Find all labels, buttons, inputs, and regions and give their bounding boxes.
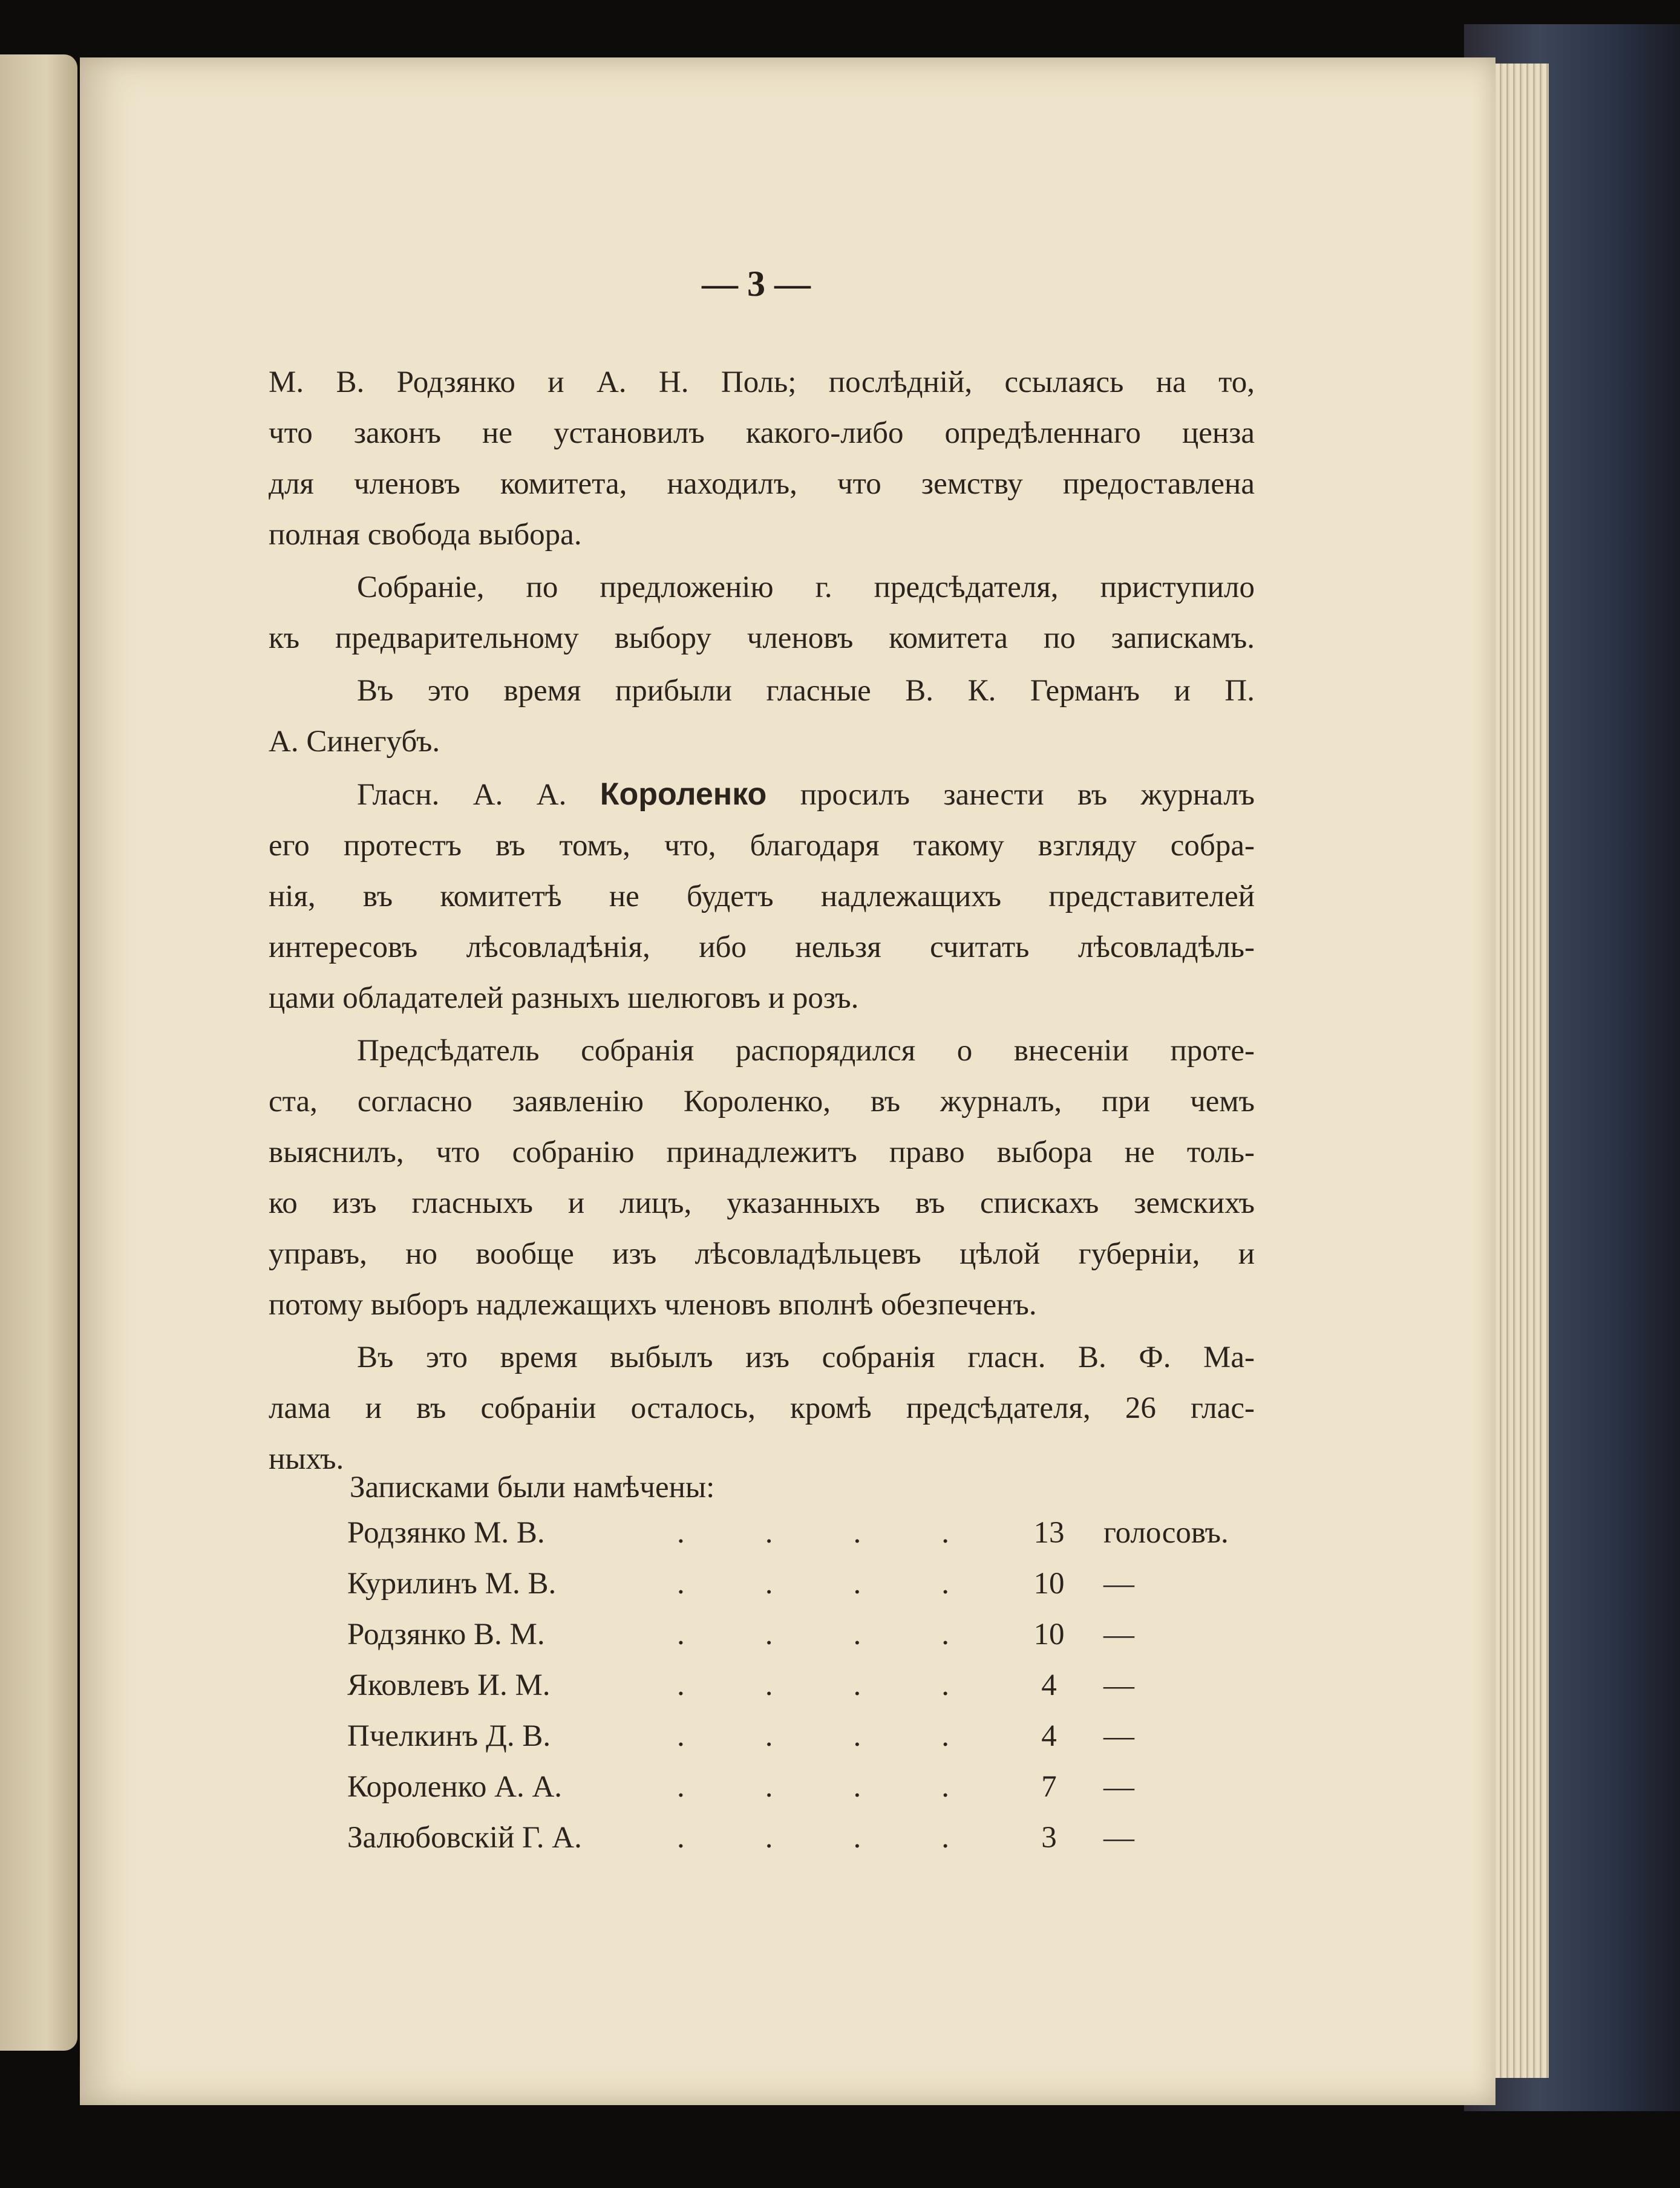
text-line: цами обладателей разныхъ шелюговъ и розъ. — [269, 981, 859, 1015]
vote-count: 13 — [1033, 1516, 1065, 1550]
vote-count: 4 — [1041, 1719, 1057, 1753]
highlighted-name: Короленко — [600, 777, 767, 812]
leader-dots — [677, 1617, 949, 1652]
leader-dot: . — [677, 1567, 685, 1601]
leader-dot: . — [941, 1719, 949, 1753]
leader-dot: . — [941, 1516, 949, 1550]
leader-dot: . — [941, 1770, 949, 1804]
vote-unit: — — [1103, 1719, 1134, 1753]
leader-dots — [677, 1566, 949, 1601]
text-line: нія, въ комитетѣ не будетъ надлежащихъ представителей — [269, 880, 1255, 913]
leader-dots — [677, 1719, 949, 1754]
text-line: Собраніе, по предложенію г. предсѣдателя, приступило — [357, 570, 1255, 604]
leader-dot: . — [765, 1618, 773, 1651]
candidate-name: Родзянко В. М. — [347, 1618, 545, 1651]
vote-count: 10 — [1033, 1618, 1065, 1651]
leader-dot: . — [941, 1821, 949, 1855]
text-line: полная свобода выбора. — [269, 518, 582, 552]
text-fragment: просилъ занести въ журналъ — [800, 778, 1255, 812]
vote-count: 7 — [1041, 1770, 1057, 1804]
vote-row — [347, 1566, 1255, 1617]
paragraph — [269, 357, 1255, 560]
leader-dot: . — [677, 1668, 685, 1702]
paragraph — [269, 562, 1255, 664]
candidate-name: Залюбовскій Г. А. — [347, 1821, 582, 1855]
paragraph — [269, 1332, 1255, 1484]
vote-count: 4 — [1041, 1668, 1057, 1702]
candidate-name: Яковлевъ И. М. — [347, 1668, 551, 1702]
vote-unit: голосовъ. — [1103, 1516, 1229, 1550]
vote-row — [347, 1820, 1255, 1871]
candidate-name: Пчелкинъ Д. В. — [347, 1719, 551, 1753]
leader-dot: . — [677, 1516, 685, 1550]
leader-dot: . — [853, 1668, 861, 1702]
vote-unit: — — [1103, 1821, 1134, 1855]
leader-dot: . — [853, 1770, 861, 1804]
text-line: Предсѣдатель собранія распорядился о внесеніи проте- — [357, 1034, 1255, 1068]
leader-dots — [677, 1769, 949, 1804]
leader-dot: . — [765, 1821, 773, 1855]
vote-unit: — — [1103, 1668, 1134, 1702]
text-line: ныхъ. — [269, 1442, 344, 1476]
text-line — [269, 769, 1255, 820]
leader-dot: . — [941, 1618, 949, 1651]
leader-dot: . — [765, 1719, 773, 1753]
text-fragment: Гласн. А. А. — [357, 778, 567, 812]
leader-dot: . — [941, 1567, 949, 1601]
candidate-name: Короленко А. А. — [347, 1770, 563, 1804]
text-line: Въ это время прибыли гласные В. К. Германъ и П. — [357, 674, 1255, 708]
body-text — [269, 357, 1255, 1486]
leader-dots — [677, 1820, 949, 1855]
paragraph — [269, 769, 1255, 1024]
text-line: ста, согласно заявленію Короленко, въ журналъ, при чемъ — [269, 1085, 1255, 1118]
paragraph — [269, 1025, 1255, 1330]
leader-dot: . — [765, 1770, 773, 1804]
leader-dot: . — [853, 1719, 861, 1753]
leader-dot: . — [853, 1516, 861, 1550]
vote-count: 3 — [1041, 1821, 1057, 1855]
list-intro: Записками были намѣчены: — [350, 1471, 715, 1504]
text-line: потому выборъ надлежащихъ членовъ вполнѣ обезпеченъ. — [269, 1288, 1037, 1322]
facing-page-edge — [0, 54, 77, 2051]
text-line: что законъ не установилъ какого-либо опредѣленнаго ценза — [269, 416, 1255, 450]
vote-row — [347, 1668, 1255, 1719]
paragraph — [269, 665, 1255, 767]
text-line: ко изъ гласныхъ и лицъ, указанныхъ въ спискахъ земскихъ — [269, 1186, 1255, 1220]
vote-row — [347, 1617, 1255, 1668]
text-line: его протестъ въ томъ, что, благодаря такому взгляду собра- — [269, 829, 1255, 863]
text-line: для членовъ комитета, находилъ, что земству предоставлена — [269, 467, 1255, 501]
text-line: управъ, но вообще изъ лѣсовладѣльцевъ цѣлой губерніи, и — [269, 1237, 1255, 1271]
leader-dot: . — [941, 1668, 949, 1702]
vote-row — [347, 1719, 1255, 1769]
text-line: А. Синегубъ. — [269, 725, 440, 759]
leader-dot: . — [677, 1719, 685, 1753]
vote-unit: — — [1103, 1567, 1134, 1601]
text-line: къ предварительному выбору членовъ комитета по запискамъ. — [269, 621, 1255, 655]
vote-row — [347, 1515, 1255, 1566]
leader-dot: . — [677, 1821, 685, 1855]
vote-count: 10 — [1033, 1567, 1065, 1601]
text-line: интересовъ лѣсовладѣнія, ибо нельзя считать лѣсовладѣль- — [269, 930, 1255, 964]
leader-dot: . — [853, 1821, 861, 1855]
vote-unit: — — [1103, 1770, 1134, 1804]
leader-dot: . — [853, 1618, 861, 1651]
text-line: лама и въ собраніи осталось, кромѣ предсѣдателя, 26 глас- — [269, 1391, 1255, 1425]
text-line: выяснилъ, что собранію принадлежитъ право выбора не толь- — [269, 1135, 1255, 1169]
leader-dot: . — [853, 1567, 861, 1601]
leader-dot: . — [765, 1567, 773, 1601]
vote-row — [347, 1769, 1255, 1820]
leader-dot: . — [765, 1668, 773, 1702]
leader-dots — [677, 1668, 949, 1703]
vote-unit: — — [1103, 1618, 1134, 1651]
leader-dot: . — [677, 1770, 685, 1804]
text-line: Въ это время выбылъ изъ собранія гласн. В. Ф. Ма- — [357, 1341, 1255, 1374]
page-number: — 3 — — [702, 264, 811, 304]
leader-dot: . — [677, 1618, 685, 1651]
text-line: М. В. Родзянко и А. Н. Поль; послѣдній, ссылаясь на то, — [269, 365, 1255, 399]
leader-dots — [677, 1515, 949, 1550]
candidate-name: Курилинъ М. В. — [347, 1567, 557, 1601]
leader-dot: . — [765, 1516, 773, 1550]
vote-list — [347, 1515, 1255, 1871]
candidate-name: Родзянко М. В. — [347, 1516, 545, 1550]
